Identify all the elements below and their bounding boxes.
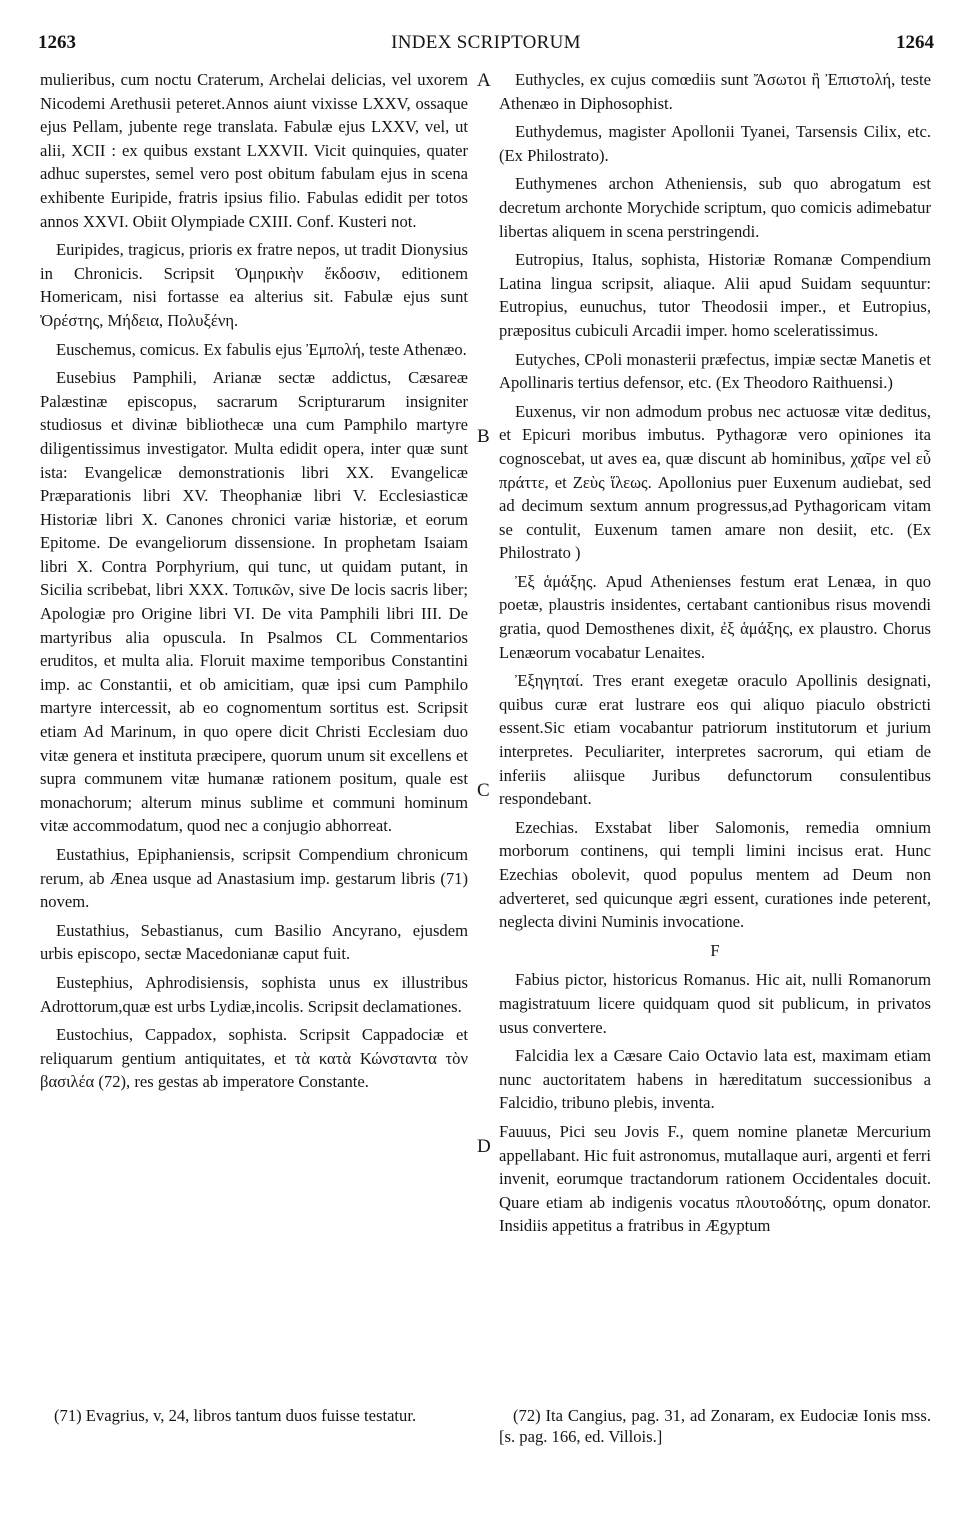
- left-column: [40, 68, 468, 1099]
- index-entry: Euxenus, vir non admodum probus nec actuosæ vitæ deditus, et Epicuri moribus imbutus. Pythagoræ vero opiniones ita cognoscebat, ut aves ea, quæ discunt ab hominibus, χαῖρε vel εὖ πράττε, et Ζεὺς ἵλεως. Apollonius puer Euxenum audiebat, sed ad decimum sextum annum progressus,ad Pythagoricam vitam se contulit, Euxenum tamen amare non desiit, etc. (Ex Philostrato ): [499, 401, 931, 563]
- footnote-72: (72) Ita Cangius, pag. 31, ad Zonaram, ex Eudociæ Ionis mss. [s. pag. 166, ed. Villois.]: [499, 1406, 931, 1446]
- index-entry: Fabius pictor, historicus Romanus. Hic ait, nulli Romanorum magistratuum licere quidquam quod sit publicum, in privatos usus convertere.: [499, 970, 931, 1037]
- index-entry: Ἐξ ἁμάξης. Apud Athenienses festum erat Lenæa, in quo poetæ, plaustris insidentes, certabant cantionibus risus movendi gratia, quod Demosthenes dixit, ἐξ ἁμάξης, ex plaustro. Chorus Lenæorum vocabatur Lenaites.: [499, 571, 931, 662]
- index-entry: Eusebius Pamphili, Arianæ sectæ addictus, Cæsareæ Palæstinæ episcopus, sacrarum Scripturarum insigniter studiosus et divinæ bibliothecæ una cum Pamphilo martyre diligentissimus investigator. Multa edidit opera, inter quæ sunt ista: Evangelicæ demonstrationis libri XX. Evangelicæ Præparationis libri XV. Theophaniæ libri V. Ecclesiasticæ Historiæ libri X. Canones chronici variæ historiæ, et eorum Epitome. De evangeliorum dissensione. In prophetam Isaiam libri X. Contra Porphyrium, qui tunc, ut quidam putant, in Sicilia scribebat, libri XXX. Τοπικῶν, sive De locis sacris liber; Apologiæ pro Origine libri VI. De vita Pamphili libri III. De martyribus alia opuscula. In Psalmos CL Commentarios eruditos, et multa alia. Floruit maxime temporibus Constantini imp. ac Constantii, et ob amicitiam, quæ ipsi cum Pamphilo martyre intercessit, ab eo cognomentum sortitus est. Scripsit etiam Ad Marinum, in quo opere dicit Christi Ecclesiam duo vitæ genera et instituta præcipere, quorum unum sit excellens et supra communem vitæ humanæ rationem positum, quale est monachorum; alterum minus sublime et communi hominum vitæ accommodatum, quod nec a conjugio abhorreat.: [40, 368, 468, 836]
- index-entry: Euthycles, ex cujus comœdiis sunt Ἄσωτοι ἢ Ἐπιστολή, teste Athenæo in Diphosophist.: [499, 70, 931, 113]
- page-number-right: 1264: [896, 32, 934, 53]
- index-entry: Eustochius, Cappadox, sophista. Scripsit Cappadociæ et reliquarum gentium antiquitates, et τὰ κατὰ Κώνσταντα τὸν βασιλέα (72), res gestas ab imperatore Constante.: [40, 1025, 468, 1092]
- index-entry: Eutropius, Italus, sophista, Historiæ Romanæ Compendium Latina lingua scripsit, aliaque. Alii apud Suidam sequuntur: Eutropius, eunuchus, tutor Theodosii imper., et Eutropius, præpositus cubiculi Arcadii imper. homo sceleratissimus.: [499, 250, 931, 340]
- page-number-left: 1263: [38, 32, 76, 53]
- running-header: [38, 32, 934, 60]
- margin-letter-c: C: [477, 780, 490, 801]
- running-title: INDEX SCRIPTORUM: [391, 32, 581, 53]
- index-entry: Eustephius, Aphrodisiensis, sophista unus ex illustribus Adrottorum,quæ est urbs Lydiæ,incolis. Scripsit declamationes.: [40, 972, 468, 1016]
- index-entry: Ezechias. Exstabat liber Salomonis, remedia omnium morborum continens, qui templi limini incisus erat. Hunc Ezechias obolevit, quod populus mentem ad Deum non adverteret, sed quicunque ægri essent, curationes inde peterent, neglecta divini Numinis invocatione.: [499, 817, 931, 932]
- index-entry: Ἐξηγηταί. Tres erant exegetæ oraculo Apollinis designati, quibus curæ erat lustrare eos qui aliquo piaculo obstricti essent.Sic etiam vocabantur patriorum institutorum et jurium interpretes. Peculiariter, interpretes sacrorum, qui etiam de inferiis aliisque Juribus defunctorum consulentibus respondebant.: [499, 671, 931, 809]
- footnote-right: [499, 1405, 931, 1447]
- index-entry: Euthymenes archon Atheniensis, sub quo abrogatum est decretum archonte Morychide scriptum, quo comicis adimebatur libertas aliquem in scena perstringendi.: [499, 174, 931, 241]
- index-entry: Euschemus, comicus. Ex fabulis ejus Ἐμπολή, teste Athenæo.: [56, 339, 467, 359]
- margin-letter-a: A: [477, 70, 491, 91]
- index-entry: Euthydemus, magister Apollonii Tyanei, Tarsensis Cilix, etc. (Ex Philostrato).: [499, 122, 931, 165]
- index-entry: Eutyches, CPoli monasterii præfectus, impiæ sectæ Manetis et Apollinaris tertius defensor, etc. (Ex Theodoro Raithuensi.): [499, 349, 931, 393]
- right-column: [499, 68, 931, 1243]
- index-entry: Eustathius, Sebastianus, cum Basilio Ancyrano, ejusdem urbis episcopo, sectæ Macedonianæ caput fuit.: [40, 920, 468, 964]
- index-entry: Euripides, tragicus, prioris ex fratre nepos, ut tradit Dionysius in Chronicis. Scripsit Ὁμηρικὴν ἔκδοσιν, editionem Homericam, nisi fortasse ea alterius sit. Fabulæ ejus sunt Ὀρέστης, Μήδεια, Πολυξένη.: [40, 240, 468, 330]
- margin-letter-d: D: [477, 1136, 491, 1157]
- footnote-71: (71) Evagrius, v, 24, libros tantum duos fuisse testatur.: [54, 1406, 417, 1425]
- section-letter: F: [710, 940, 720, 960]
- index-entry: Eustathius, Epiphaniensis, scripsit Compendium chronicum rerum, ab Ænea usque ad Anastasium imp. gestarum libris (71) novem.: [40, 845, 468, 912]
- footnote-left: [40, 1405, 468, 1426]
- index-entry: Falcidia lex a Cæsare Caio Octavio lata est, maximam etiam nunc auctoritatem habens in hæreditatum successionibus a Falcidio, tribuno plebis, inventa.: [499, 1046, 931, 1113]
- index-entry: Fauuus, Pici seu Jovis F., quem nomine planetæ Mercurium appellabant. Hic fuit astronomus, mutallaque auri, argenti et ferri invenit, eorumque tractandorum rationem Occidentales docuit. Quare etiam ab indigenis vocatus πλουτοδότης, opum donator. Insidiis appetitus a fratribus in Ægyptum: [499, 1121, 931, 1236]
- margin-letter-b: B: [477, 426, 490, 447]
- index-entry: mulieribus, cum noctu Craterum, Archelai delicias, vel uxorem Nicodemi Arethusii peteret.Annos aiunt vixisse LXXV, ossaque ejus Pellam, jubente rege translata. Fabulæ ejus LXXV, vel, ut alii, XCII : ex quibus exstant LXXVII. Vicit quinquies, quater adhuc superstes, semel vero post obitum fabulam ejus in scena exhibente Euripide, fratris ipsius filio. Fabulas edidit per totos annos XXVI. Obiit Olympiade CXIII. Conf. Kusteri not.: [40, 70, 468, 231]
